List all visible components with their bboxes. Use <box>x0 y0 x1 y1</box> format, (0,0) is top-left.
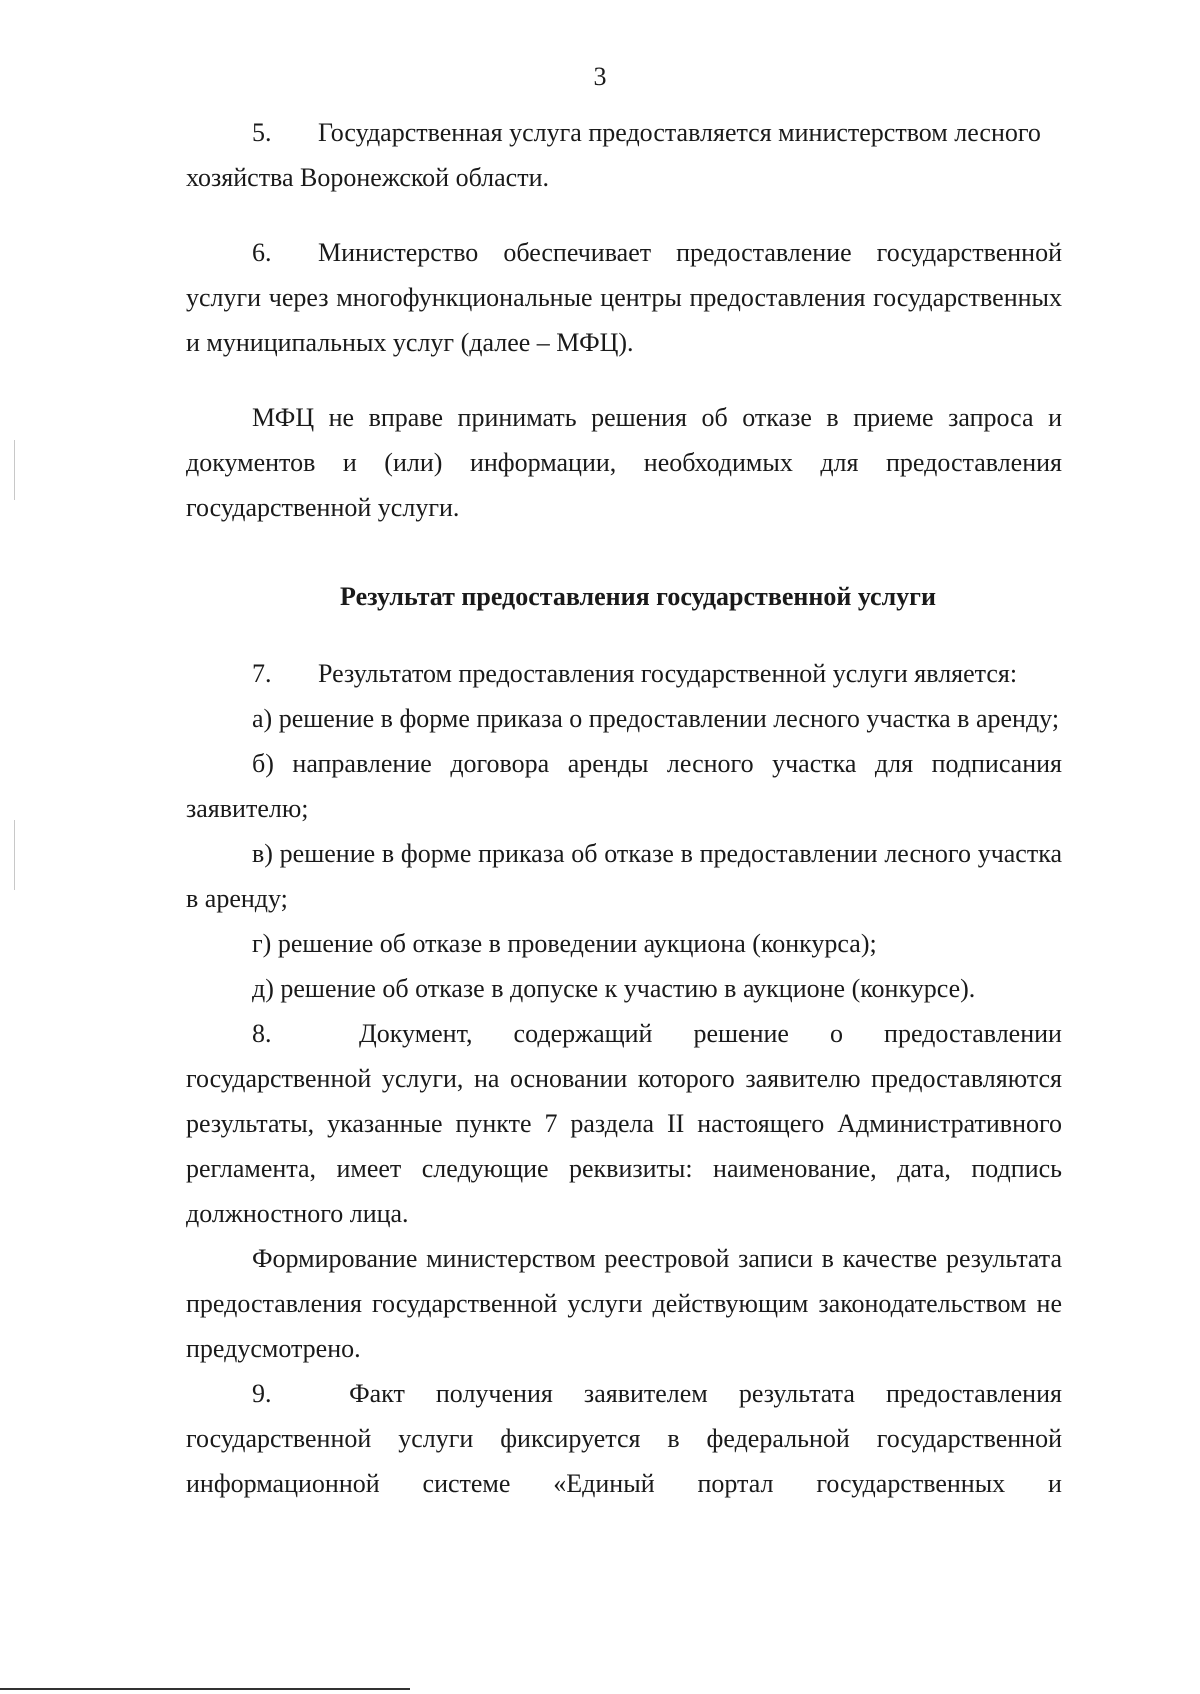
paragraph-9-word: государственных <box>816 1469 1006 1498</box>
paragraph-9-number: 9. <box>252 1379 272 1408</box>
page-bottom-edge-line <box>0 1688 410 1690</box>
paragraph-7 <box>186 651 1062 696</box>
paragraph-9-word: «Единый <box>553 1469 655 1498</box>
paragraph-registry: Формирование министерством реестровой записи в качестве результата предоставления государственной услуги действующим законодательством не предусмотрено. <box>186 1244 1062 1363</box>
paragraph-6-number: 6. <box>252 238 272 267</box>
paragraph-5-rest: хозяйства Воронежской области. <box>186 163 549 192</box>
paragraph-9-word: заявителем <box>583 1379 708 1408</box>
result-item-d: д) решение об отказе в допуске к участию в аукционе (конкурсе). <box>252 974 976 1003</box>
paragraph-9-word: портал <box>697 1469 774 1498</box>
paragraph-9-first-line <box>186 1371 1062 1416</box>
paragraph-8-word: содержащий <box>513 1019 653 1048</box>
section-heading: Результат предоставления государственной услуги <box>340 582 936 611</box>
paragraph-8-word: Документ, <box>359 1019 473 1048</box>
paragraph-9-word: получения <box>435 1379 553 1408</box>
paragraph-8-word: решение <box>693 1019 789 1048</box>
paragraph-6 <box>186 230 1062 365</box>
paragraph-8 <box>186 1011 1062 1236</box>
paragraph-5 <box>186 110 1062 200</box>
paragraph-9-word: и <box>1048 1469 1062 1498</box>
paragraph-9 <box>186 1371 1062 1506</box>
paragraph-9-word: системе <box>422 1469 511 1498</box>
document-body <box>186 110 1062 1506</box>
paragraph-5-number: 5. <box>252 118 272 147</box>
paragraph-8-first-line <box>186 1011 1062 1056</box>
result-item-g: г) решение об отказе в проведении аукциона (конкурса); <box>252 929 877 958</box>
paragraph-8-number: 8. <box>252 1019 272 1048</box>
paragraph-8-rest: государственной услуги, на основании которого заявителю предоставляются результаты, указанные пункте 7 раздела II настоящего Административного регламента, имеет следующие реквизиты: наименование, дата, подпись должностного лица. <box>186 1064 1062 1228</box>
paragraph-mfc: МФЦ не вправе принимать решения об отказе в приеме запроса и документов и (или) информации, необходимых для предоставления государственной услуги. <box>186 403 1062 522</box>
result-item-a: а) решение в форме приказа о предоставлении лесного участка в аренду; <box>252 704 1060 733</box>
result-item-v: в) решение в форме приказа об отказе в предоставлении лесного участка в аренду; <box>186 839 1062 913</box>
paragraph-9-line2 <box>186 1416 1062 1461</box>
paragraph-9-word: Факт <box>349 1379 405 1408</box>
paragraph-5-line1: Государственная услуга предоставляется министерством лесного <box>318 118 1041 147</box>
paragraph-9-line2-text: государственной услуги фиксируется в федеральной государственной <box>186 1424 1062 1453</box>
paragraph-9-word: предоставления <box>885 1379 1062 1408</box>
scan-artifact-line <box>14 440 15 500</box>
paragraph-9-word: результата <box>738 1379 855 1408</box>
result-item-b: б) направление договора аренды лесного участка для подписания заявителю; <box>186 749 1062 823</box>
paragraph-9-word: информационной <box>186 1469 380 1498</box>
scan-artifact-line <box>14 820 15 890</box>
page-number: 3 <box>593 62 607 91</box>
paragraph-9-line3 <box>186 1461 1062 1506</box>
paragraph-6-text: Министерство обеспечивает предоставление государственной услуги через многофункциональные центры предоставления государственных и муниципальных услуг (далее – МФЦ). <box>186 238 1062 357</box>
paragraph-7-text: Результатом предоставления государственной услуги является: <box>318 659 1018 688</box>
paragraph-8-word: о <box>830 1019 843 1048</box>
paragraph-7-number: 7. <box>252 659 272 688</box>
paragraph-8-word: предоставлении <box>884 1019 1062 1048</box>
